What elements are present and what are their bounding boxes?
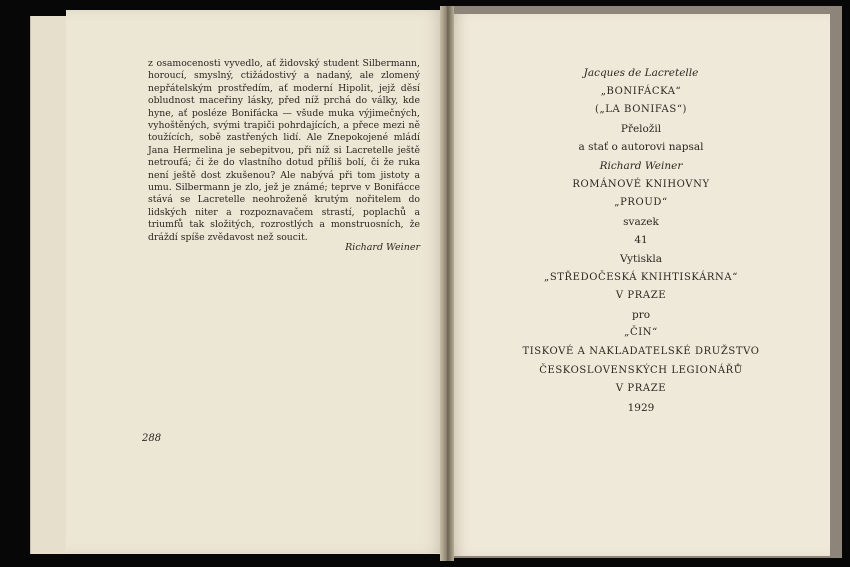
author-signature: Richard Weiner [345, 242, 420, 253]
imprint-printer: „STŘEDOČESKÁ KNIHTISKÁRNA“ [544, 271, 738, 283]
imprint-publisher-city: V PRAZE [615, 383, 667, 395]
imprint-for: pro [631, 308, 651, 321]
imprint-block [452, 64, 830, 417]
imprint-printed-by: Vytiskla [619, 252, 663, 265]
imprint-printer-city: V PRAZE [615, 290, 667, 302]
imprint-year: 1929 [627, 401, 655, 414]
imprint-publisher-line1: TISKOVÉ A NAKLADATELSKÉ DRUŽSTVO [522, 345, 760, 357]
imprint-title: „BONIFÁCKA“ [600, 85, 682, 97]
imprint-essay-note: a stať o autorovi napsal [578, 141, 704, 154]
imprint-publisher-name: „ČIN“ [624, 327, 658, 339]
imprint-volume-label: svazek [623, 215, 659, 228]
imprint-volume-number: 41 [634, 234, 648, 247]
imprint-translated-by: Přeložil [620, 122, 662, 135]
page-number: 288 [142, 433, 162, 444]
imprint-series: ROMÁNOVÉ KNIHOVNY [572, 178, 710, 190]
imprint-author: Jacques de Lacretelle [583, 67, 699, 79]
imprint-publisher-line2: ČESKOSLOVENSKÝCH LEGIONÁŘŮ [539, 364, 743, 376]
imprint-original-title: („LA BONIFAS“) [594, 104, 688, 116]
imprint-translator: Richard Weiner [599, 159, 683, 172]
imprint-series-name: „PROUD“ [614, 197, 668, 209]
left-page-body-text: z osamocenosti vyvedlo, ať židovský student Silbermann, horoucí, smyslný, ctižádostivý a nadaný, ale zlomený nepřátelským prostředím, ať moderní Hipolit, jejž děsí obludnost maceřiny lásky, před níž prchá do války, kde hyne, ať posléze Bonifácka — všude muka výjimečných, vyhoštěných, svými trapiči pohrdajících, a přece mezi ně toužících, sobě zastřených lidí. Ale Znepokojené mládí Jana Hermelina je sebepitvou, při níž si Lacretelle ještě netroufá; či že do vlastního dotud příliš bolí, či že ruka není ještě dost zkušenou? Ale nabývá při tom jistoty a umu. Silbermann je zlo, jež je známé; teprve v Bonifácce stává se Lacretelle neohroženě krutým nořitelem do lidských niter a rozpoznavačem strastí, poplachů a triumfů tak složitých, rozrostlých a monstruosních, že dráždí spíše zvědavost než soucit. [148, 58, 420, 243]
